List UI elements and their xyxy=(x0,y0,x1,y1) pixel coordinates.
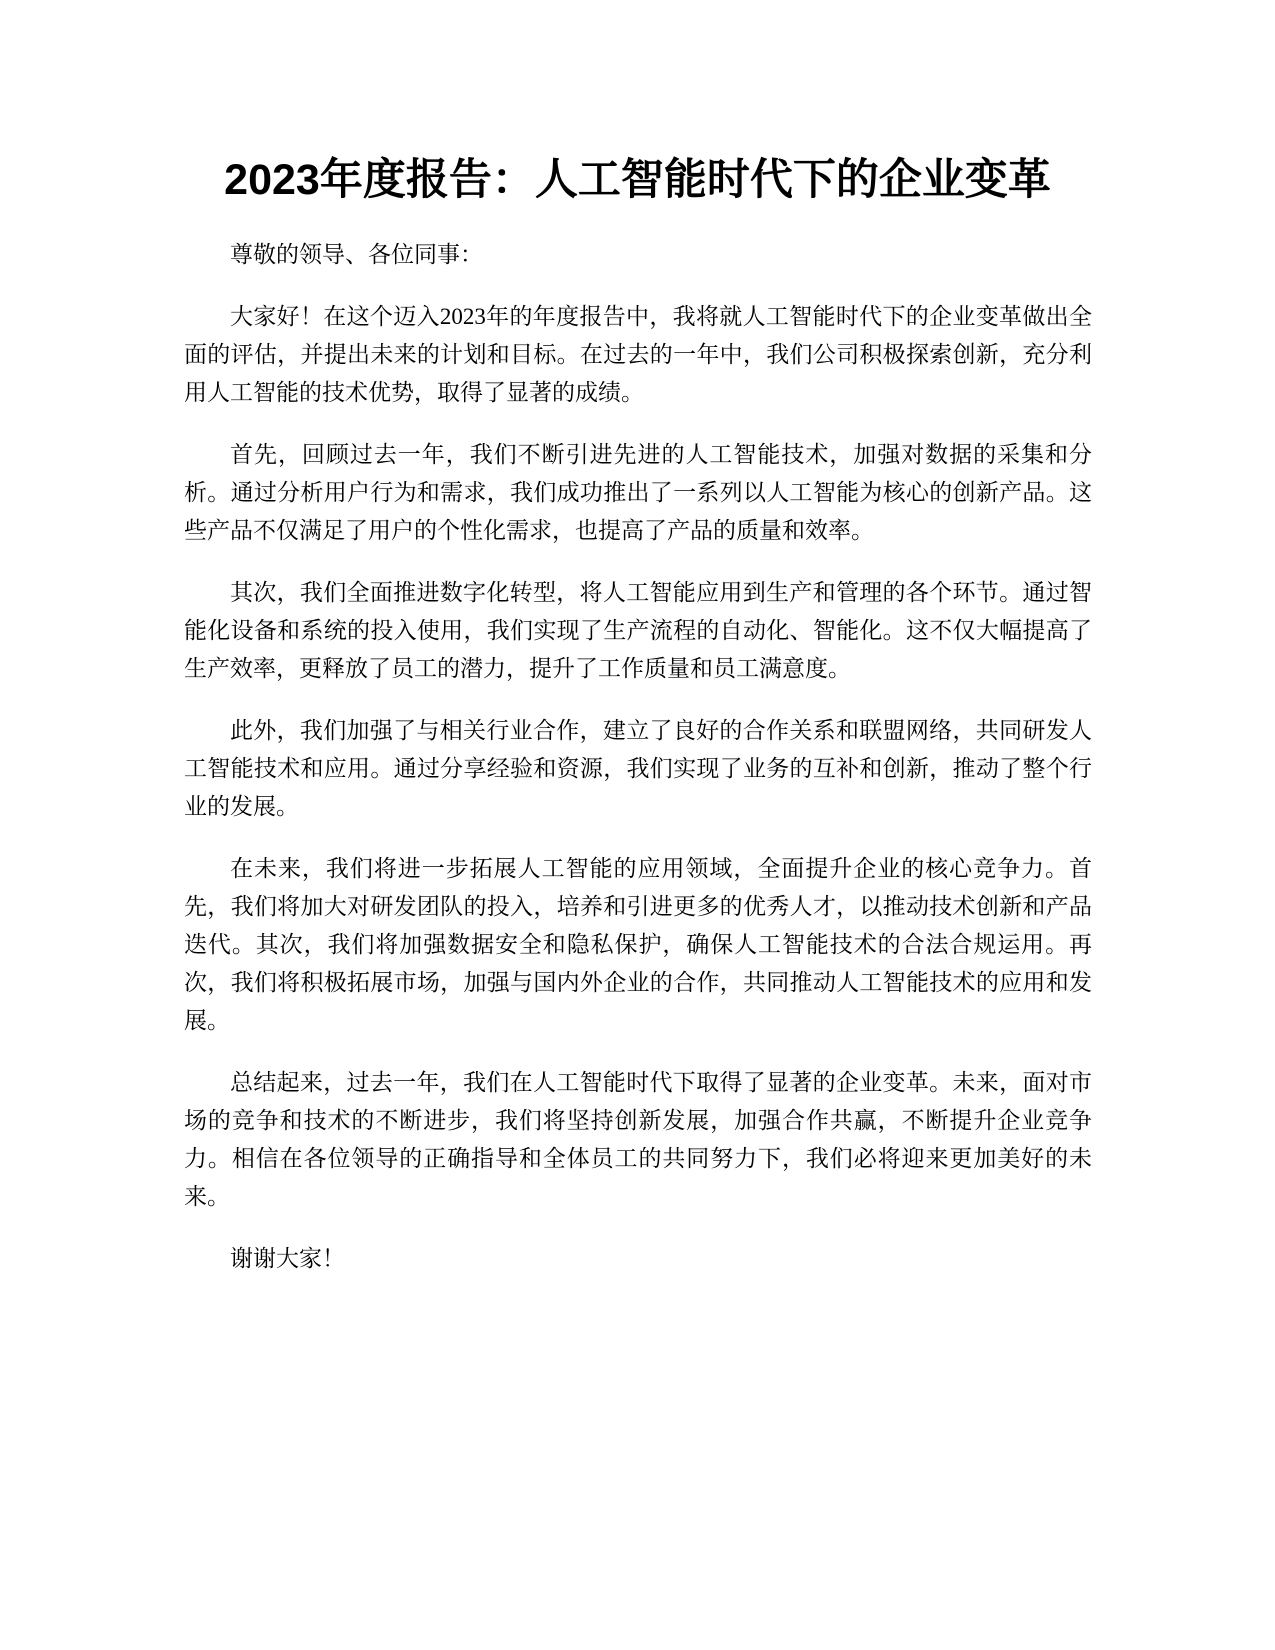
paragraph-review-technology: 首先，回顾过去一年，我们不断引进先进的人工智能技术，加强对数据的采集和分析。通过分析用户行为和需求，我们成功推出了一系列以人工智能为核心的创新产品。这些产品不仅满足了用户的个性化需求，也提高了产品的质量和效率。 xyxy=(184,442,1092,543)
salutation: 尊敬的领导、各位同事： xyxy=(230,242,483,267)
closing-remark: 谢谢大家！ xyxy=(230,1246,345,1271)
paragraph-introduction: 大家好！在这个迈入2023年的年度报告中，我将就人工智能时代下的企业变革做出全面的评估，并提出未来的计划和目标。在过去的一年中，我们公司积极探索创新，充分利用人工智能的技术优势，取得了显著的成绩。 xyxy=(184,304,1092,405)
document-body xyxy=(184,236,1092,1302)
paragraph-digital-transformation: 其次，我们全面推进数字化转型，将人工智能应用到生产和管理的各个环节。通过智能化设备和系统的投入使用，我们实现了生产流程的自动化、智能化。这不仅大幅提高了生产效率，更释放了员工的潜力，提升了工作质量和员工满意度。 xyxy=(184,580,1092,681)
paragraph-industry-cooperation: 此外，我们加强了与相关行业合作，建立了良好的合作关系和联盟网络，共同研发人工智能技术和应用。通过分享经验和资源，我们实现了业务的互补和创新，推动了整个行业的发展。 xyxy=(184,718,1092,819)
paragraph-future-plans: 在未来，我们将进一步拓展人工智能的应用领域，全面提升企业的核心竞争力。首先，我们将加大对研发团队的投入，培养和引进更多的优秀人才，以推动技术创新和产品迭代。其次，我们将加强数据安全和隐私保护，确保人工智能技术的合法合规运用。再次，我们将积极拓展市场，加强与国内外企业的合作，共同推动人工智能技术的应用和发展。 xyxy=(184,856,1092,1033)
paragraph-summary: 总结起来，过去一年，我们在人工智能时代下取得了显著的企业变革。未来，面对市场的竞争和技术的不断进步，我们将坚持创新发展，加强合作共赢，不断提升企业竞争力。相信在各位领导的正确指导和全体员工的共同努力下，我们必将迎来更加美好的未来。 xyxy=(184,1070,1092,1209)
document-title: 2023年度报告：人工智能时代下的企业变革 xyxy=(224,156,1051,204)
